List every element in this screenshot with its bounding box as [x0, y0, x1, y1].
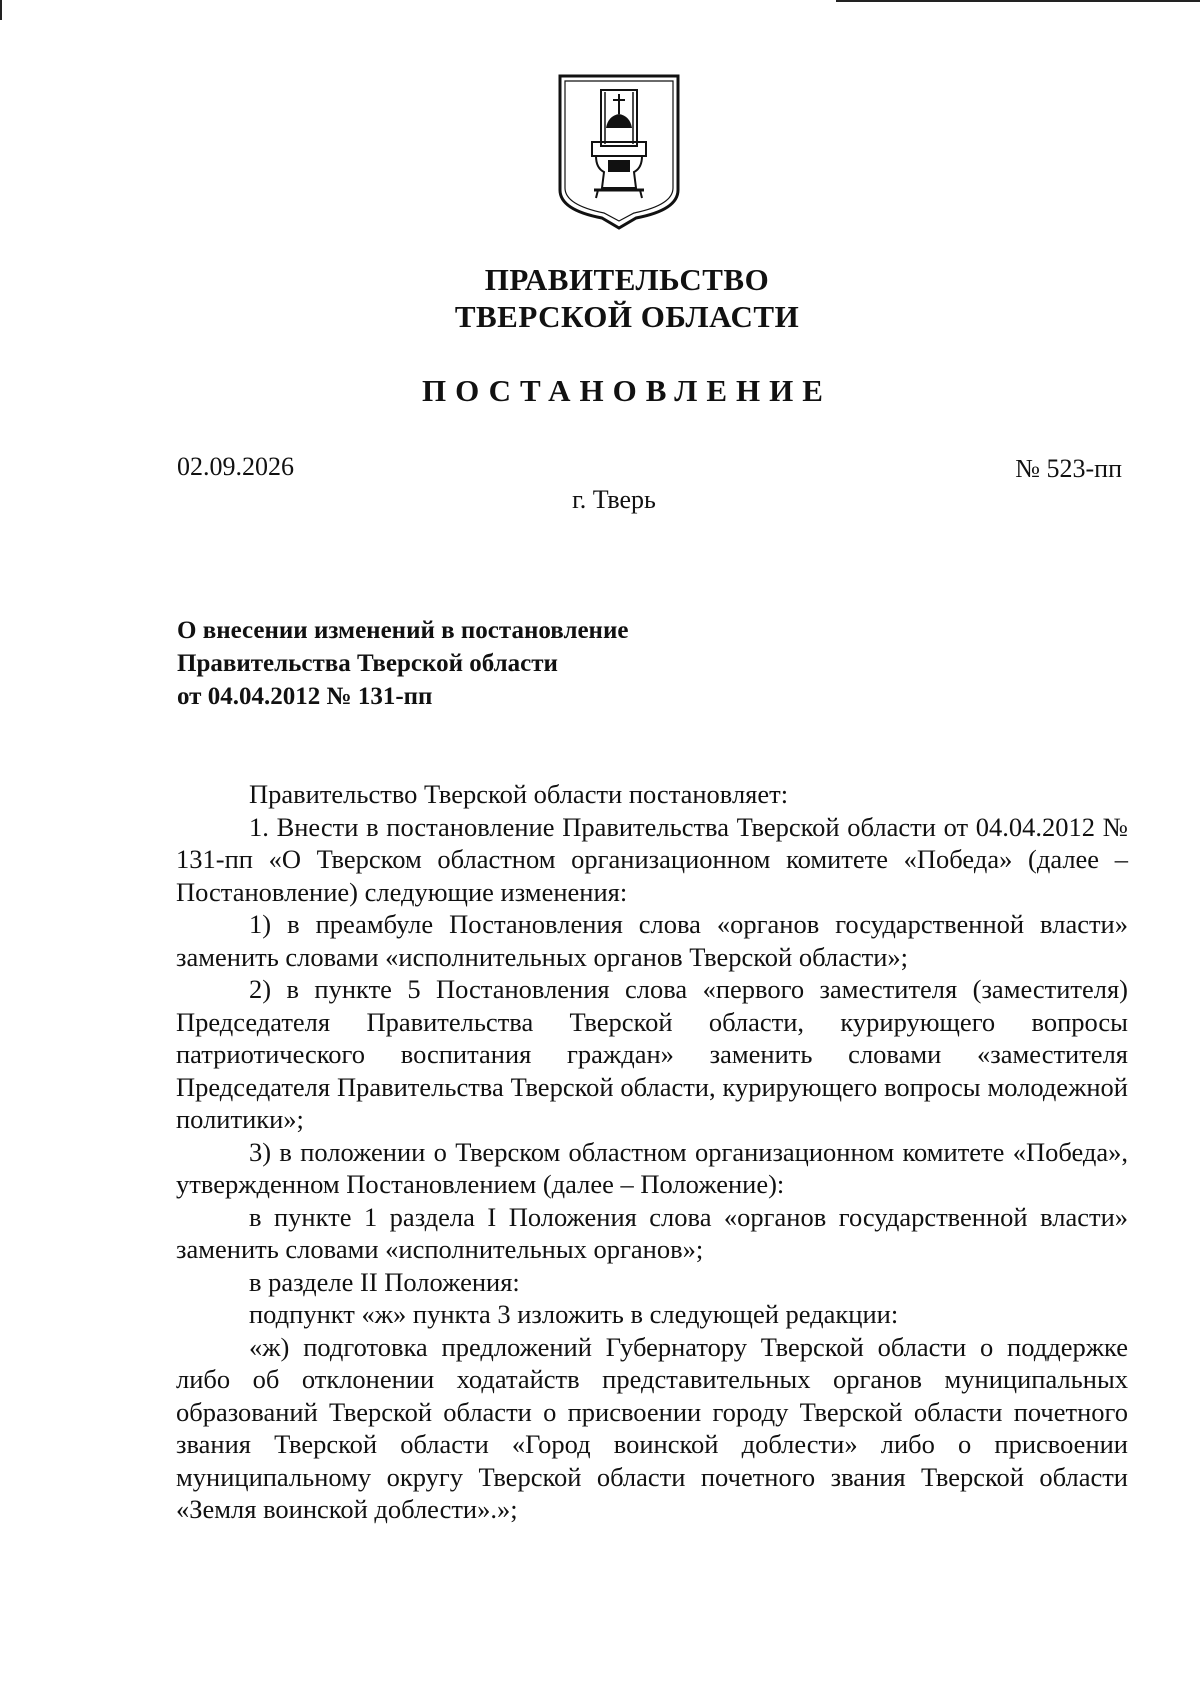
title-line: Правительства Тверской области: [177, 650, 558, 677]
scan-edge-top: [836, 0, 1200, 2]
coat-of-arms-emblem: [556, 72, 682, 230]
body-paragraph: в пункте 1 раздела I Положения слова «органов государственной власти» заменить словами «исполнительных органов»;: [176, 1201, 1128, 1264]
scan-edge-left: [0, 0, 2, 20]
body-paragraph: «ж) подготовка предложений Губернатору Тверской области о поддержке либо об отклонении ходатайств представительных органов муниципальных образований Тверской области о присвоении городу Тверской области почетного звания Тверской области «Город воинской доблести» либо о присвоении муниципальному округу Тверской области почетного звания Тверской области «Земля воинской доблести».»;: [176, 1331, 1128, 1524]
organization-name-line1: ПРАВИТЕЛЬСТВО: [484, 262, 770, 297]
organization-name-line2: ТВЕРСКОЙ ОБЛАСТИ: [454, 299, 800, 334]
title-line: от 04.04.2012 № 131-пп: [177, 683, 433, 710]
title-line: О внесении изменений в постановление: [177, 617, 629, 644]
body-paragraph: 1) в преамбуле Постановления слова «органов государственной власти» заменить словами «исполнительных органов Тверской области»;: [176, 909, 1128, 972]
document-number: № 523-пп: [1015, 454, 1122, 483]
document-body: [176, 778, 1128, 1526]
document-date: 02.09.2026: [177, 452, 294, 481]
document-type-heading: ПОСТАНОВЛЕНИЕ: [422, 373, 832, 408]
body-paragraph: подпункт «ж» пункта 3 изложить в следующей редакции:: [249, 1299, 899, 1329]
body-paragraph: в разделе II Положения:: [249, 1266, 520, 1297]
document-city: г. Тверь: [572, 485, 656, 514]
body-paragraph: 1. Внести в постановление Правительства Тверской области от 04.04.2012 № 131-пп «О Тверском областном организационном комитете «Победа» (далее – Постановление) следующие изменения:: [176, 811, 1128, 907]
document-title: [177, 614, 877, 713]
body-paragraph: 3) в положении о Тверском областном организационном комитете «Победа», утвержденном Постановлением (далее – Положение):: [176, 1136, 1128, 1199]
body-paragraph: 2) в пункте 5 Постановления слова «первого заместителя (заместителя) Председателя Правительства Тверской области, курирующего вопросы патриотического воспитания граждан» заменить словами «заместителя Председателя Правительства Тверской области, курирующего вопросы молодежной политики»;: [176, 974, 1128, 1134]
body-paragraph: Правительство Тверской области постановляет:: [249, 779, 789, 809]
